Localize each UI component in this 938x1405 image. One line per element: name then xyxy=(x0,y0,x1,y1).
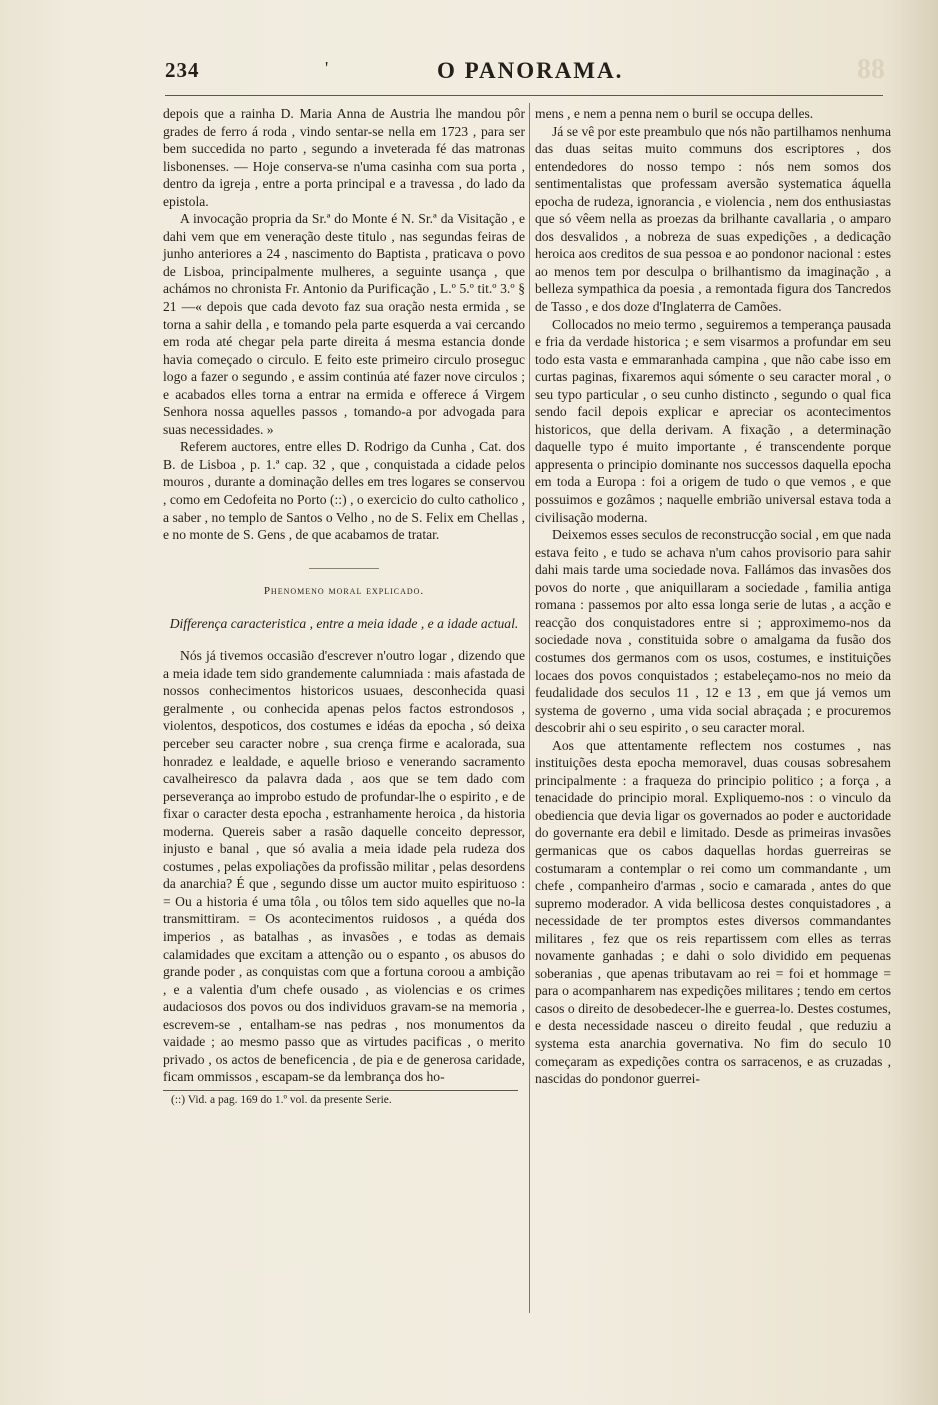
section-divider xyxy=(309,568,379,569)
left-column xyxy=(163,105,525,1108)
section-subtitle: Differença caracteristica , entre a meia idade , e a idade actual. xyxy=(169,616,519,632)
page-header xyxy=(165,54,885,94)
paragraph: Já se vê por este preambulo que nós não partilhamos nenhuma das duas seitas muito communs dos escriptores , dos entendedores do nosso tempo : nós nem somos dos sentimentalistas que professam aversão systematica áquella epocha de rudeza, ignorancia , e violencia , nem dos enthusiastas que só vêem nella as proezas da brilhante cavallaria , o amparo dos desvalidos , a nobreza de suas expedições , a dedicação heroica aos creditos de sua pessoa e ao pondonor nacional : estes ao menos tem por desculpa o brilhantismo da imaginação , a belleza sympathica da poesia , a remontada figura dos Tancredos de Tasso , e dos doze d'Inglaterra de Camões. xyxy=(535,123,891,315)
running-title: O PANORAMA. xyxy=(437,58,624,83)
paragraph: Nós já tivemos occasião d'escrever n'outro logar , dizendo que a meia idade tem sido grandemente calumniada : mais afastada de nossos conhecimentos historicos usuaes, desconhecida quasi geralmente , ou conhecida apenas pelos factos estrondosos , violentos, despoticos, dos costumes e idéas da epocha , só deixa perceber seu caracter nobre , sua crença firme e acalorada, sua honradez e lealdade, e aquelle brioso e venerando sacramento cavalheiresco da palavra dada , aos que se tem dado com perseverança ao improbo estudo de profundar-lhe o espirito , e de fixar o caracter desta epocha , estranhamente heroica , da historia moderna. Quereis saber a rasão daquelle conceito depressor, injusto e banal , que só avalia a meia idade pela rudeza dos costumes , pelas expoliações da profissão militar , pelas desordens da anarchia? É que , segundo disse um auctor muito espirituoso : = Ou a historia é uma tôla , ou tôlos tem sido aquelles que no-la transmittiram. = Os acontecimentos ruidosos , a quéda dos imperios , as batalhas , as invasões , e todas as demais calamidades que excitam a attenção ou o espanto , os abusos do grande poder , as conquistas com que a fortuna coroou a ambição , e a valentia d'um chefe ousado , as violencias e os crimes audaciosos dos povos ou dos individuos gravam-se na memoria , escrevem-se , entalham-se nas pedras , nos monumentos da vaidade ; ao mesmo passo que as virtudes pacificas , o merito privado , os actos de beneficencia , de pia e de generosa caridade, ficam ommissos , escapam-se da lembrança dos ho- xyxy=(163,648,525,1085)
paragraph: Collocados no meio termo , seguiremos a temperança pausada e fria da verdade historica ; e sem visarmos a profundar em seu todo esta vasta e emmaranhada campina , que não cabe isso em curtas paginas, fixaremos aqui sómente o seu caracter moral , o seu typo particular , o seu cunho distincto , segundo o qual fica sendo facil depois explicar e apreciar os acontecimentos historicos, que della derivam. A fixação , a determinação daquelle typo é muito importante , é transcendente porque appresenta o principio dominante nos successos daquella epocha em toda a Europa : foi a origem de tudo o que vemos , e que possuimos e gozâmos ; naquelle embrião universal estava toda a civilisação moderna. xyxy=(535,316,891,525)
header-separator: ' xyxy=(325,58,329,78)
right-column xyxy=(535,105,891,1088)
footnote: (::) Vid. a pag. 169 do 1.º vol. da presente Serie. xyxy=(171,1093,392,1106)
paragraph: A invocação propria da Sr.ª do Monte é N. Sr.ª da Visitação , e dahi vem que em veneração deste titulo , nas segundas feiras de junho anteriores a 24 , nascimento do Baptista , praticava o povo de Lisboa, principalmente mulheres, a seguinte usança , que achámos no chronista Fr. Antonio da Purificação , L.º 5.º tit.º 3.º § 21 —« depois que cada devoto faz sua oração nesta ermida , se torna a sahir della , e tomando pela parte esquerda a vai cercando em roda até chegar pela parte direita á mesma estancia donde havia começado o circulo. E feito este primeiro circulo proseguc logo a fazer o segundo , e assim continúa até fazer nove circulos ; e acabados elles torna a entrar na ermida e offerece á Virgem Senhora nossa aquelles passos , tomando-a por advogada para suas necessidades. » xyxy=(163,211,525,437)
paragraph: Aos que attentamente reflectem nos costumes , nas instituições desta epocha memoravel, duas cousas sobresahem principalmente : a fraqueza do principio politico ; a força , a tenacidade do principio moral. Expliquemo-nos : o vinculo da obediencia que devia ligar os governados ao poder e auctoridade do governante era debil e limitado. Desde as primeiras invasões germanicas que os cabos daquellas hordas guerreiras se costumaram a contemplar o rei como um commandante , um chefe , companheiro d'armas , socio e camarada , antes do que supremo moderador. A vida bellicosa destes conquistadores , a necessidade de ter promptos estes diversos commandantes militares , fez que os reis repartissem com elles as terras novamente ganhadas ; e dahi o solo dividido em pequenas soberanias , que apenas tributavam ao rei = foi et hommage = para o acompanharem nas expedições militares ; tendo em certos casos o direito de desobedecer-lhe e guerrea-lo. Destes costumes, e desta necessidade nasceu o direito feudal , que reduziu a systema esta anarchia governativa. No fim do seculo 10 começaram as expedições contra os sarracenos, e as cruzadas , nascidas do pondonor guerrei- xyxy=(535,737,891,1087)
paragraph: Referem auctores, entre elles D. Rodrigo da Cunha , Cat. dos B. de Lisboa , p. 1.ª cap. 32 , que , conquistada a cidade pelos mouros , durante a dominação delles em tres logares se conservou , como em Cedofeita no Porto (::) , o exercicio do culto catholico , a saber , no templo de Santos o Velho , no de S. Felix em Chellas , e no monte de S. Gens , de que acabamos de tratar. xyxy=(163,439,525,543)
footnote-rule xyxy=(163,1090,518,1091)
page-number: 234 xyxy=(165,58,200,82)
section-title: Phenomeno moral explicado. xyxy=(263,584,425,597)
paragraph: mens , e nem a penna nem o buril se occupa delles. xyxy=(535,106,814,121)
bleed-through-number: 88 xyxy=(857,54,885,85)
paragraph: Deixemos esses seculos de reconstrucção social , em que nada estava feito , e tudo se achava n'um cahos provisorio para sahir dahi mais tarde uma sociedade nova. Fallámos das invasões dos povos do norte , que aniquillaram a sociedade , familia antiga romana : passemos por alto essa longa serie de lutas , a acção e reacção dos conquistadores entre si ; approximemo-nos da sociedade nova , constituida sobre o amalgama da fusão dos costumes dos germanos com os usos, costumes, e instituições locaes dos povos conquistados ; estabeleçamo-nos no meio da feudalidade dos seculos 11 , 12 e 13 , em que já vemos um systema de governo , uma vida social abraçada ; e procuremos descobrir ahi o seu espirito , o seu caracter moral. xyxy=(535,527,891,736)
paragraph: depois que a rainha D. Maria Anna de Austria lhe mandou pôr grades de ferro á roda , vindo sentar-se nella em 1723 , para ser bem succedida no parto , segundo a inveterada fé das matronas lisbonenses. — Hoje conserva-se n'uma casinha com sua porta , dentro da igreja , entre a porta principal e a travessa , do lado da epistola. xyxy=(163,106,525,209)
header-rule xyxy=(165,95,883,96)
column-divider xyxy=(529,103,530,1313)
